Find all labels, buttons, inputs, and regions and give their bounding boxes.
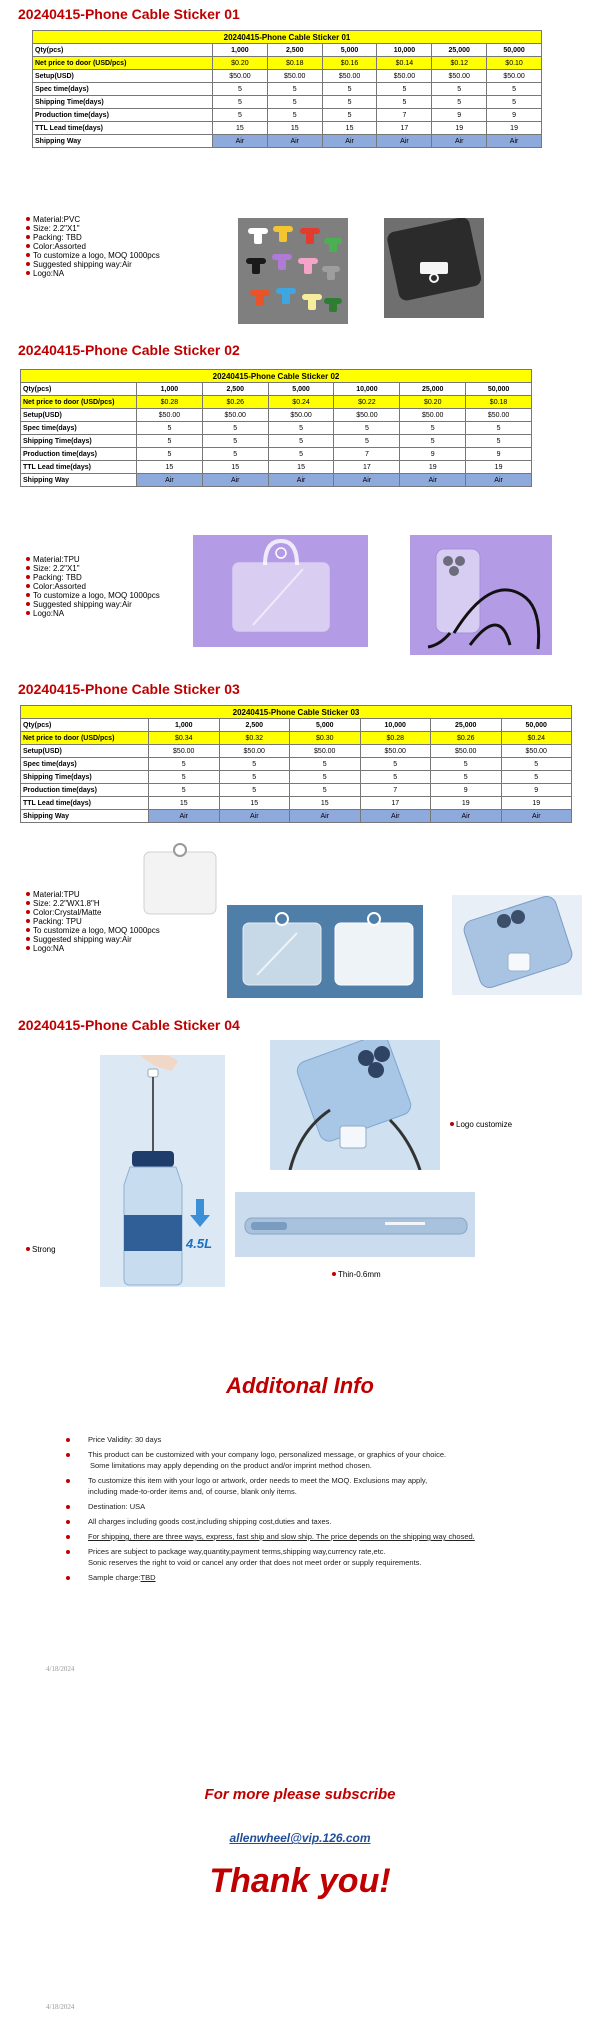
product-photo-bottle-strong — [100, 1055, 225, 1287]
table-header: 20240415-Phone Cable Sticker 03 — [21, 706, 572, 719]
info-text: TBD — [140, 1573, 156, 1582]
ship-cell: Air — [322, 135, 377, 148]
ship-cell: Air — [267, 135, 322, 148]
row-label: Shipping Time(days) — [33, 96, 213, 109]
info-text: For shipping, there are three ways, express, fast ship and slow ship. The price depends on the shipping way chosed. — [88, 1532, 475, 1541]
qty-cell: 1,000 — [137, 383, 203, 396]
value-cell: $50.00 — [213, 70, 268, 83]
row-label: Shipping Way — [33, 135, 213, 148]
row-label: Net price to door (USD/pcs) — [21, 732, 149, 745]
value-cell: 19 — [501, 797, 572, 810]
row-label: TTL Lead time(days) — [33, 122, 213, 135]
row-label: Shipping Time(days) — [21, 771, 149, 784]
section-1-title: 20240415-Phone Cable Sticker 01 — [18, 6, 240, 22]
value-cell: 5 — [137, 422, 203, 435]
value-cell: $50.00 — [377, 70, 432, 83]
value-cell: 5 — [202, 422, 268, 435]
value-cell: 5 — [290, 784, 361, 797]
value-cell: 17 — [334, 461, 400, 474]
qty-cell: 5,000 — [290, 719, 361, 732]
value-cell: 5 — [322, 109, 377, 122]
row-label: TTL Lead time(days) — [21, 797, 149, 810]
spec-item: To customize a logo, MOQ 1000pcs — [26, 251, 160, 260]
price-cell: $0.10 — [487, 57, 542, 70]
ship-cell: Air — [432, 135, 487, 148]
value-cell: $50.00 — [219, 745, 290, 758]
value-cell: 5 — [290, 771, 361, 784]
qty-cell: 1,000 — [213, 44, 268, 57]
product-photo-phone-lanyard — [410, 535, 552, 655]
value-cell: 5 — [137, 448, 203, 461]
value-cell: 15 — [322, 122, 377, 135]
value-cell: 5 — [149, 784, 220, 797]
value-cell: 5 — [400, 422, 466, 435]
row-label: TTL Lead time(days) — [21, 461, 137, 474]
value-cell: $50.00 — [202, 409, 268, 422]
row-label: Setup(USD) — [21, 409, 137, 422]
spec-item: Material:TPU — [26, 890, 160, 899]
info-item — [88, 1532, 558, 1542]
spec-list-3 — [26, 890, 160, 953]
value-cell: 5 — [290, 758, 361, 771]
value-cell: 15 — [219, 797, 290, 810]
info-item — [88, 1558, 558, 1568]
product-photo-colored-stickers — [238, 218, 348, 324]
value-cell: 15 — [202, 461, 268, 474]
qty-cell: 5,000 — [322, 44, 377, 57]
ship-cell: Air — [202, 474, 268, 487]
info-item — [88, 1517, 558, 1527]
value-cell: 5 — [501, 758, 572, 771]
value-cell: 5 — [213, 83, 268, 96]
value-cell: 7 — [360, 784, 431, 797]
qty-cell: 50,000 — [487, 44, 542, 57]
value-cell: 5 — [213, 96, 268, 109]
price-cell: $0.14 — [377, 57, 432, 70]
info-text: Sample charge: — [88, 1573, 141, 1582]
spec-item: Size: 2.2"WX1.8"H — [26, 899, 160, 908]
spec-item: Material:PVC — [26, 215, 160, 224]
row-label: Setup(USD) — [33, 70, 213, 83]
value-cell: $50.00 — [431, 745, 502, 758]
price-cell: $0.26 — [202, 396, 268, 409]
value-cell: $50.00 — [432, 70, 487, 83]
value-cell: $50.00 — [466, 409, 532, 422]
value-cell: 5 — [322, 83, 377, 96]
bottle-volume-label: 4.5L — [186, 1236, 213, 1251]
additional-info-title: Additonal Info — [226, 1373, 374, 1398]
spec-item: Color:Assorted — [26, 582, 160, 591]
info-item — [88, 1487, 558, 1497]
qty-label: Qty(pcs) — [21, 719, 149, 732]
bullet-dot — [66, 1453, 70, 1457]
qty-label: Qty(pcs) — [33, 44, 213, 57]
ship-cell: Air — [219, 810, 290, 823]
info-item — [88, 1573, 558, 1583]
value-cell: 5 — [202, 448, 268, 461]
info-item — [88, 1461, 558, 1471]
price-cell: $0.18 — [267, 57, 322, 70]
value-cell: 5 — [137, 435, 203, 448]
value-cell: 5 — [322, 96, 377, 109]
product-photo-clear-sticker — [193, 535, 368, 647]
row-label: Shipping Way — [21, 810, 149, 823]
value-cell: 5 — [334, 435, 400, 448]
value-cell: 5 — [334, 422, 400, 435]
value-cell: 9 — [400, 448, 466, 461]
spec-item: Material:TPU — [26, 555, 160, 564]
value-cell: 7 — [377, 109, 432, 122]
qty-cell: 1,000 — [149, 719, 220, 732]
strong-label: Strong — [26, 1245, 56, 1254]
spec-item: Suggested shipping way:Air — [26, 260, 160, 269]
ship-cell: Air — [466, 474, 532, 487]
product-photo-crystal-matte-pair — [227, 905, 423, 998]
qty-label: Qty(pcs) — [21, 383, 137, 396]
value-cell: 19 — [432, 122, 487, 135]
value-cell: 5 — [213, 109, 268, 122]
info-text: Destination: USA — [88, 1502, 146, 1511]
value-cell: 9 — [431, 784, 502, 797]
value-cell: 9 — [501, 784, 572, 797]
value-cell: 5 — [267, 83, 322, 96]
spec-item: Color:Crystal/Matte — [26, 908, 160, 917]
ship-cell: Air — [487, 135, 542, 148]
value-cell: 5 — [149, 758, 220, 771]
spec-item: Logo:NA — [26, 269, 160, 278]
qty-cell: 2,500 — [202, 383, 268, 396]
value-cell: 5 — [219, 758, 290, 771]
value-cell: 5 — [377, 96, 432, 109]
table-header: 20240415-Phone Cable Sticker 01 — [33, 31, 542, 44]
qty-cell: 10,000 — [377, 44, 432, 57]
value-cell: 5 — [501, 771, 572, 784]
info-text: including made-to-order items and, of course, blank only items. — [88, 1487, 297, 1496]
price-table-1 — [32, 30, 542, 148]
ship-cell: Air — [213, 135, 268, 148]
value-cell: 19 — [487, 122, 542, 135]
info-item — [88, 1450, 558, 1460]
value-cell: $50.00 — [137, 409, 203, 422]
footer-date: 4/18/2024 — [46, 2003, 75, 2011]
ship-cell: Air — [137, 474, 203, 487]
price-cell: $0.12 — [432, 57, 487, 70]
additional-info-list — [88, 1435, 558, 1588]
value-cell: 15 — [149, 797, 220, 810]
value-cell: 19 — [400, 461, 466, 474]
info-text: Prices are subject to package way,quantity,payment terms,shipping way,currency rate,etc. — [88, 1547, 386, 1556]
ship-cell: Air — [360, 810, 431, 823]
price-cell: $0.30 — [290, 732, 361, 745]
qty-cell: 2,500 — [219, 719, 290, 732]
value-cell: 5 — [377, 83, 432, 96]
price-cell: $0.20 — [213, 57, 268, 70]
qty-cell: 2,500 — [267, 44, 322, 57]
row-label: Net price to door (USD/pcs) — [21, 396, 137, 409]
thin-label: Thin-0.6mm — [332, 1270, 381, 1279]
price-cell: $0.16 — [322, 57, 377, 70]
value-cell: 5 — [267, 96, 322, 109]
info-item — [88, 1547, 558, 1557]
value-cell: $50.00 — [268, 409, 334, 422]
row-label: Shipping Way — [21, 474, 137, 487]
section-2-title: 20240415-Phone Cable Sticker 02 — [18, 342, 240, 358]
value-cell: $50.00 — [360, 745, 431, 758]
bullet-dot — [66, 1479, 70, 1483]
value-cell: 5 — [268, 448, 334, 461]
price-cell: $0.32 — [219, 732, 290, 745]
value-cell: 5 — [431, 771, 502, 784]
value-cell: 5 — [360, 758, 431, 771]
value-cell: 5 — [202, 435, 268, 448]
value-cell: 9 — [487, 109, 542, 122]
qty-cell: 10,000 — [334, 383, 400, 396]
section-3-title: 20240415-Phone Cable Sticker 03 — [18, 681, 240, 697]
qty-cell: 25,000 — [400, 383, 466, 396]
spec-item: Packing: TBD — [26, 233, 160, 242]
price-cell: $0.24 — [501, 732, 572, 745]
product-photo-thin-profile — [235, 1192, 475, 1257]
spec-item: Packing: TPU — [26, 917, 160, 926]
info-text: To customize this item with your logo or artwork, order needs to meet the MOQ. Exclusions may apply, — [88, 1476, 428, 1485]
price-table-2 — [20, 369, 532, 487]
logo-customize-label: Logo customize — [450, 1120, 512, 1129]
qty-cell: 5,000 — [268, 383, 334, 396]
row-label: Production time(days) — [21, 448, 137, 461]
value-cell: 9 — [466, 448, 532, 461]
value-cell: $50.00 — [267, 70, 322, 83]
value-cell: 5 — [267, 109, 322, 122]
spec-item: Logo:NA — [26, 944, 160, 953]
contact-email-link[interactable]: allenwheel@vip.126.com — [229, 1831, 371, 1845]
value-cell: 5 — [487, 83, 542, 96]
bullet-dot — [66, 1438, 70, 1442]
info-text: All charges including goods cost,including shipping cost,duties and taxes. — [88, 1517, 332, 1526]
value-cell: 9 — [432, 109, 487, 122]
spec-list-2 — [26, 555, 160, 618]
value-cell: 17 — [377, 122, 432, 135]
value-cell: $50.00 — [322, 70, 377, 83]
value-cell: 5 — [432, 83, 487, 96]
row-label: Spec time(days) — [21, 422, 137, 435]
footer-date: 4/18/2024 — [46, 1665, 75, 1673]
info-item — [88, 1476, 558, 1486]
info-text: Price Validity: 30 days — [88, 1435, 162, 1444]
price-cell: $0.34 — [149, 732, 220, 745]
value-cell: $50.00 — [334, 409, 400, 422]
value-cell: 7 — [334, 448, 400, 461]
ship-cell: Air — [400, 474, 466, 487]
value-cell: 5 — [487, 96, 542, 109]
spec-item: Size: 2.2"X1" — [26, 224, 160, 233]
info-text: This product can be customized with your company logo, personalized message, or graphics of your choice. — [88, 1450, 447, 1459]
value-cell: 15 — [268, 461, 334, 474]
info-item — [88, 1502, 558, 1512]
value-cell: 15 — [137, 461, 203, 474]
spec-item: Size: 2.2"X1" — [26, 564, 160, 573]
qty-cell: 50,000 — [466, 383, 532, 396]
value-cell: 5 — [360, 771, 431, 784]
value-cell: 15 — [267, 122, 322, 135]
value-cell: 5 — [268, 422, 334, 435]
spec-item: To customize a logo, MOQ 1000pcs — [26, 926, 160, 935]
row-label: Spec time(days) — [21, 758, 149, 771]
bullet-dot — [66, 1535, 70, 1539]
value-cell: 19 — [431, 797, 502, 810]
product-photo-phone-back — [384, 218, 484, 318]
qty-cell: 25,000 — [431, 719, 502, 732]
bullet-dot — [66, 1505, 70, 1509]
row-label: Spec time(days) — [33, 83, 213, 96]
value-cell: 5 — [432, 96, 487, 109]
ship-cell: Air — [334, 474, 400, 487]
row-label: Net price to door (USD/pcs) — [33, 57, 213, 70]
ship-cell: Air — [377, 135, 432, 148]
row-label: Setup(USD) — [21, 745, 149, 758]
info-text: Some limitations may apply depending on the product and/or imprint method chosen. — [90, 1461, 372, 1470]
price-cell: $0.28 — [137, 396, 203, 409]
ship-cell: Air — [431, 810, 502, 823]
price-cell: $0.22 — [334, 396, 400, 409]
bullet-dot — [66, 1576, 70, 1580]
value-cell: 5 — [268, 435, 334, 448]
value-cell: $50.00 — [487, 70, 542, 83]
row-label: Production time(days) — [21, 784, 149, 797]
price-cell: $0.20 — [400, 396, 466, 409]
value-cell: 5 — [219, 784, 290, 797]
value-cell: 5 — [466, 422, 532, 435]
info-item — [88, 1435, 558, 1445]
table-header: 20240415-Phone Cable Sticker 02 — [21, 370, 532, 383]
product-photo-logo-customize — [270, 1040, 440, 1170]
value-cell: 5 — [149, 771, 220, 784]
ship-cell: Air — [149, 810, 220, 823]
spec-item: Packing: TBD — [26, 573, 160, 582]
qty-cell: 10,000 — [360, 719, 431, 732]
spec-item: Suggested shipping way:Air — [26, 935, 160, 944]
value-cell: 5 — [466, 435, 532, 448]
ship-cell: Air — [290, 810, 361, 823]
spec-list-1 — [26, 215, 160, 278]
value-cell: $50.00 — [501, 745, 572, 758]
spec-item: To customize a logo, MOQ 1000pcs — [26, 591, 160, 600]
value-cell: 19 — [466, 461, 532, 474]
section-4-title: 20240415-Phone Cable Sticker 04 — [18, 1017, 240, 1033]
price-cell: $0.28 — [360, 732, 431, 745]
product-photo-phone-clear-case — [452, 895, 582, 995]
value-cell: $50.00 — [149, 745, 220, 758]
price-cell: $0.24 — [268, 396, 334, 409]
price-table-3 — [20, 705, 572, 823]
ship-cell: Air — [268, 474, 334, 487]
bullet-dot — [66, 1520, 70, 1524]
info-text: Sonic reserves the right to void or cancel any order that does not meet order or supply requirements. — [88, 1558, 422, 1567]
ship-cell: Air — [501, 810, 572, 823]
spec-item: Suggested shipping way:Air — [26, 600, 160, 609]
value-cell: 5 — [431, 758, 502, 771]
value-cell: $50.00 — [400, 409, 466, 422]
row-label: Shipping Time(days) — [21, 435, 137, 448]
value-cell: $50.00 — [290, 745, 361, 758]
value-cell: 5 — [219, 771, 290, 784]
row-label: Production time(days) — [33, 109, 213, 122]
value-cell: 15 — [290, 797, 361, 810]
qty-cell: 25,000 — [432, 44, 487, 57]
qty-cell: 50,000 — [501, 719, 572, 732]
thank-you-text: Thank you! — [209, 1862, 391, 1900]
price-cell: $0.26 — [431, 732, 502, 745]
value-cell: 5 — [400, 435, 466, 448]
bullet-dot — [66, 1550, 70, 1554]
price-cell: $0.18 — [466, 396, 532, 409]
spec-item: Color:Assorted — [26, 242, 160, 251]
subscribe-text: For more please subscribe — [204, 1786, 396, 1803]
spec-item: Logo:NA — [26, 609, 160, 618]
value-cell: 15 — [213, 122, 268, 135]
value-cell: 17 — [360, 797, 431, 810]
